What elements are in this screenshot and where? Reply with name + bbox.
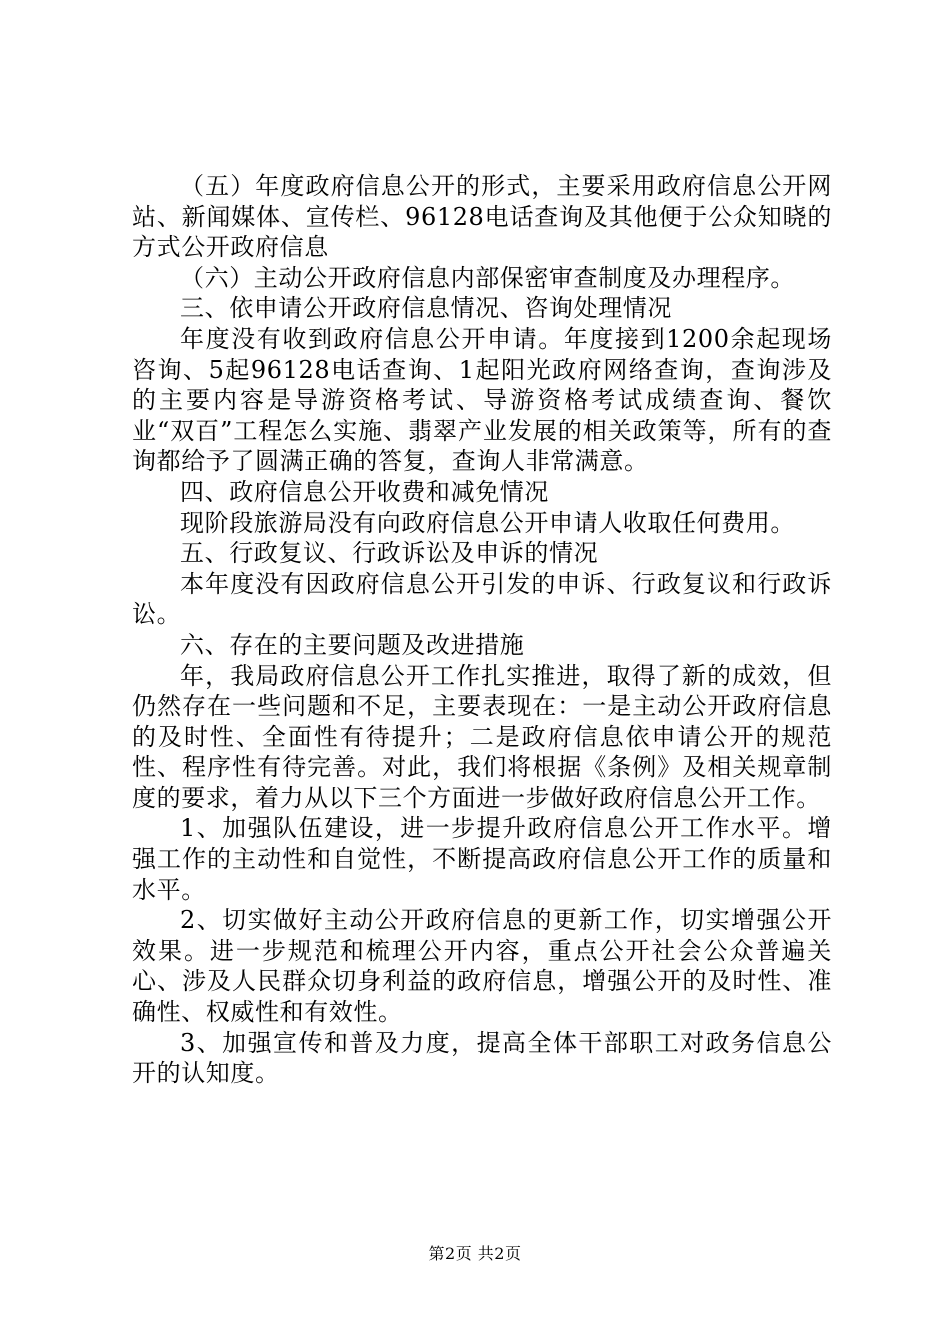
- heading-part-4: 四、政府信息公开收费和减免情况: [180, 477, 549, 506]
- paragraph-part-6-body: 年，我局政府信息公开工作扎实推进，取得了新的成效，但仍然存在一些问题和不足，主要表现在：一是主动公开政府信息的及时性、全面性有待提升；二是政府信息依申请公开的规范性、程序性有待完善。对此，我们将根据《条例》及相关规章制度的要求，着力从以下三个方面进一步做好政府信息公开工作。: [132, 661, 832, 812]
- paragraph-section-5-forms: （五）年度政府信息公开的形式，主要采用政府信息公开网站、新闻媒体、宣传栏、96128电话查询及其他便于公众知晓的方式公开政府信息: [132, 172, 832, 262]
- paragraph-part-3-body: 年度没有收到政府信息公开申请。年度接到1200余起现场咨询、5起96128电话查询、1起阳光政府网络查询，查询涉及的主要内容是导游资格考试、导游资格考试成绩查询、餐饮业“双百”工程怎么实施、翡翠产业发展的相关政策等，所有的查询都给予了圆满正确的答复，查询人非常满意。: [132, 324, 832, 476]
- paragraph-measure-3: 3、加强宣传和普及力度，提高全体干部职工对政务信息公开的认知度。: [132, 1028, 832, 1088]
- paragraph-measure-1: 1、加强队伍建设，进一步提升政府信息公开工作水平。增强工作的主动性和自觉性，不断提高政府信息公开工作的质量和水平。: [132, 814, 832, 904]
- document-body: [132, 171, 832, 1089]
- heading-part-6: 六、存在的主要问题及改进措施: [180, 630, 525, 659]
- paragraph-part-5-body: 本年度没有因政府信息公开引发的申诉、行政复议和行政诉讼。: [132, 569, 832, 629]
- page-footer: 第2页 共2页: [428, 1244, 522, 1263]
- paragraph-measure-2: 2、切实做好主动公开政府信息的更新工作，切实增强公开效果。进一步规范和梳理公开内容，重点公开社会公众普遍关心、涉及人民群众切身利益的政府信息，增强公开的及时性、准确性、权威性和有效性。: [132, 906, 832, 1027]
- paragraph-section-6-review: （六）主动公开政府信息内部保密审查制度及办理程序。: [180, 263, 795, 292]
- heading-part-5: 五、行政复议、行政诉讼及申诉的情况: [180, 539, 599, 568]
- paragraph-part-4-body: 现阶段旅游局没有向政府信息公开申请人收取任何费用。: [180, 508, 795, 537]
- heading-part-3: 三、依申请公开政府信息情况、咨询处理情况: [180, 294, 672, 323]
